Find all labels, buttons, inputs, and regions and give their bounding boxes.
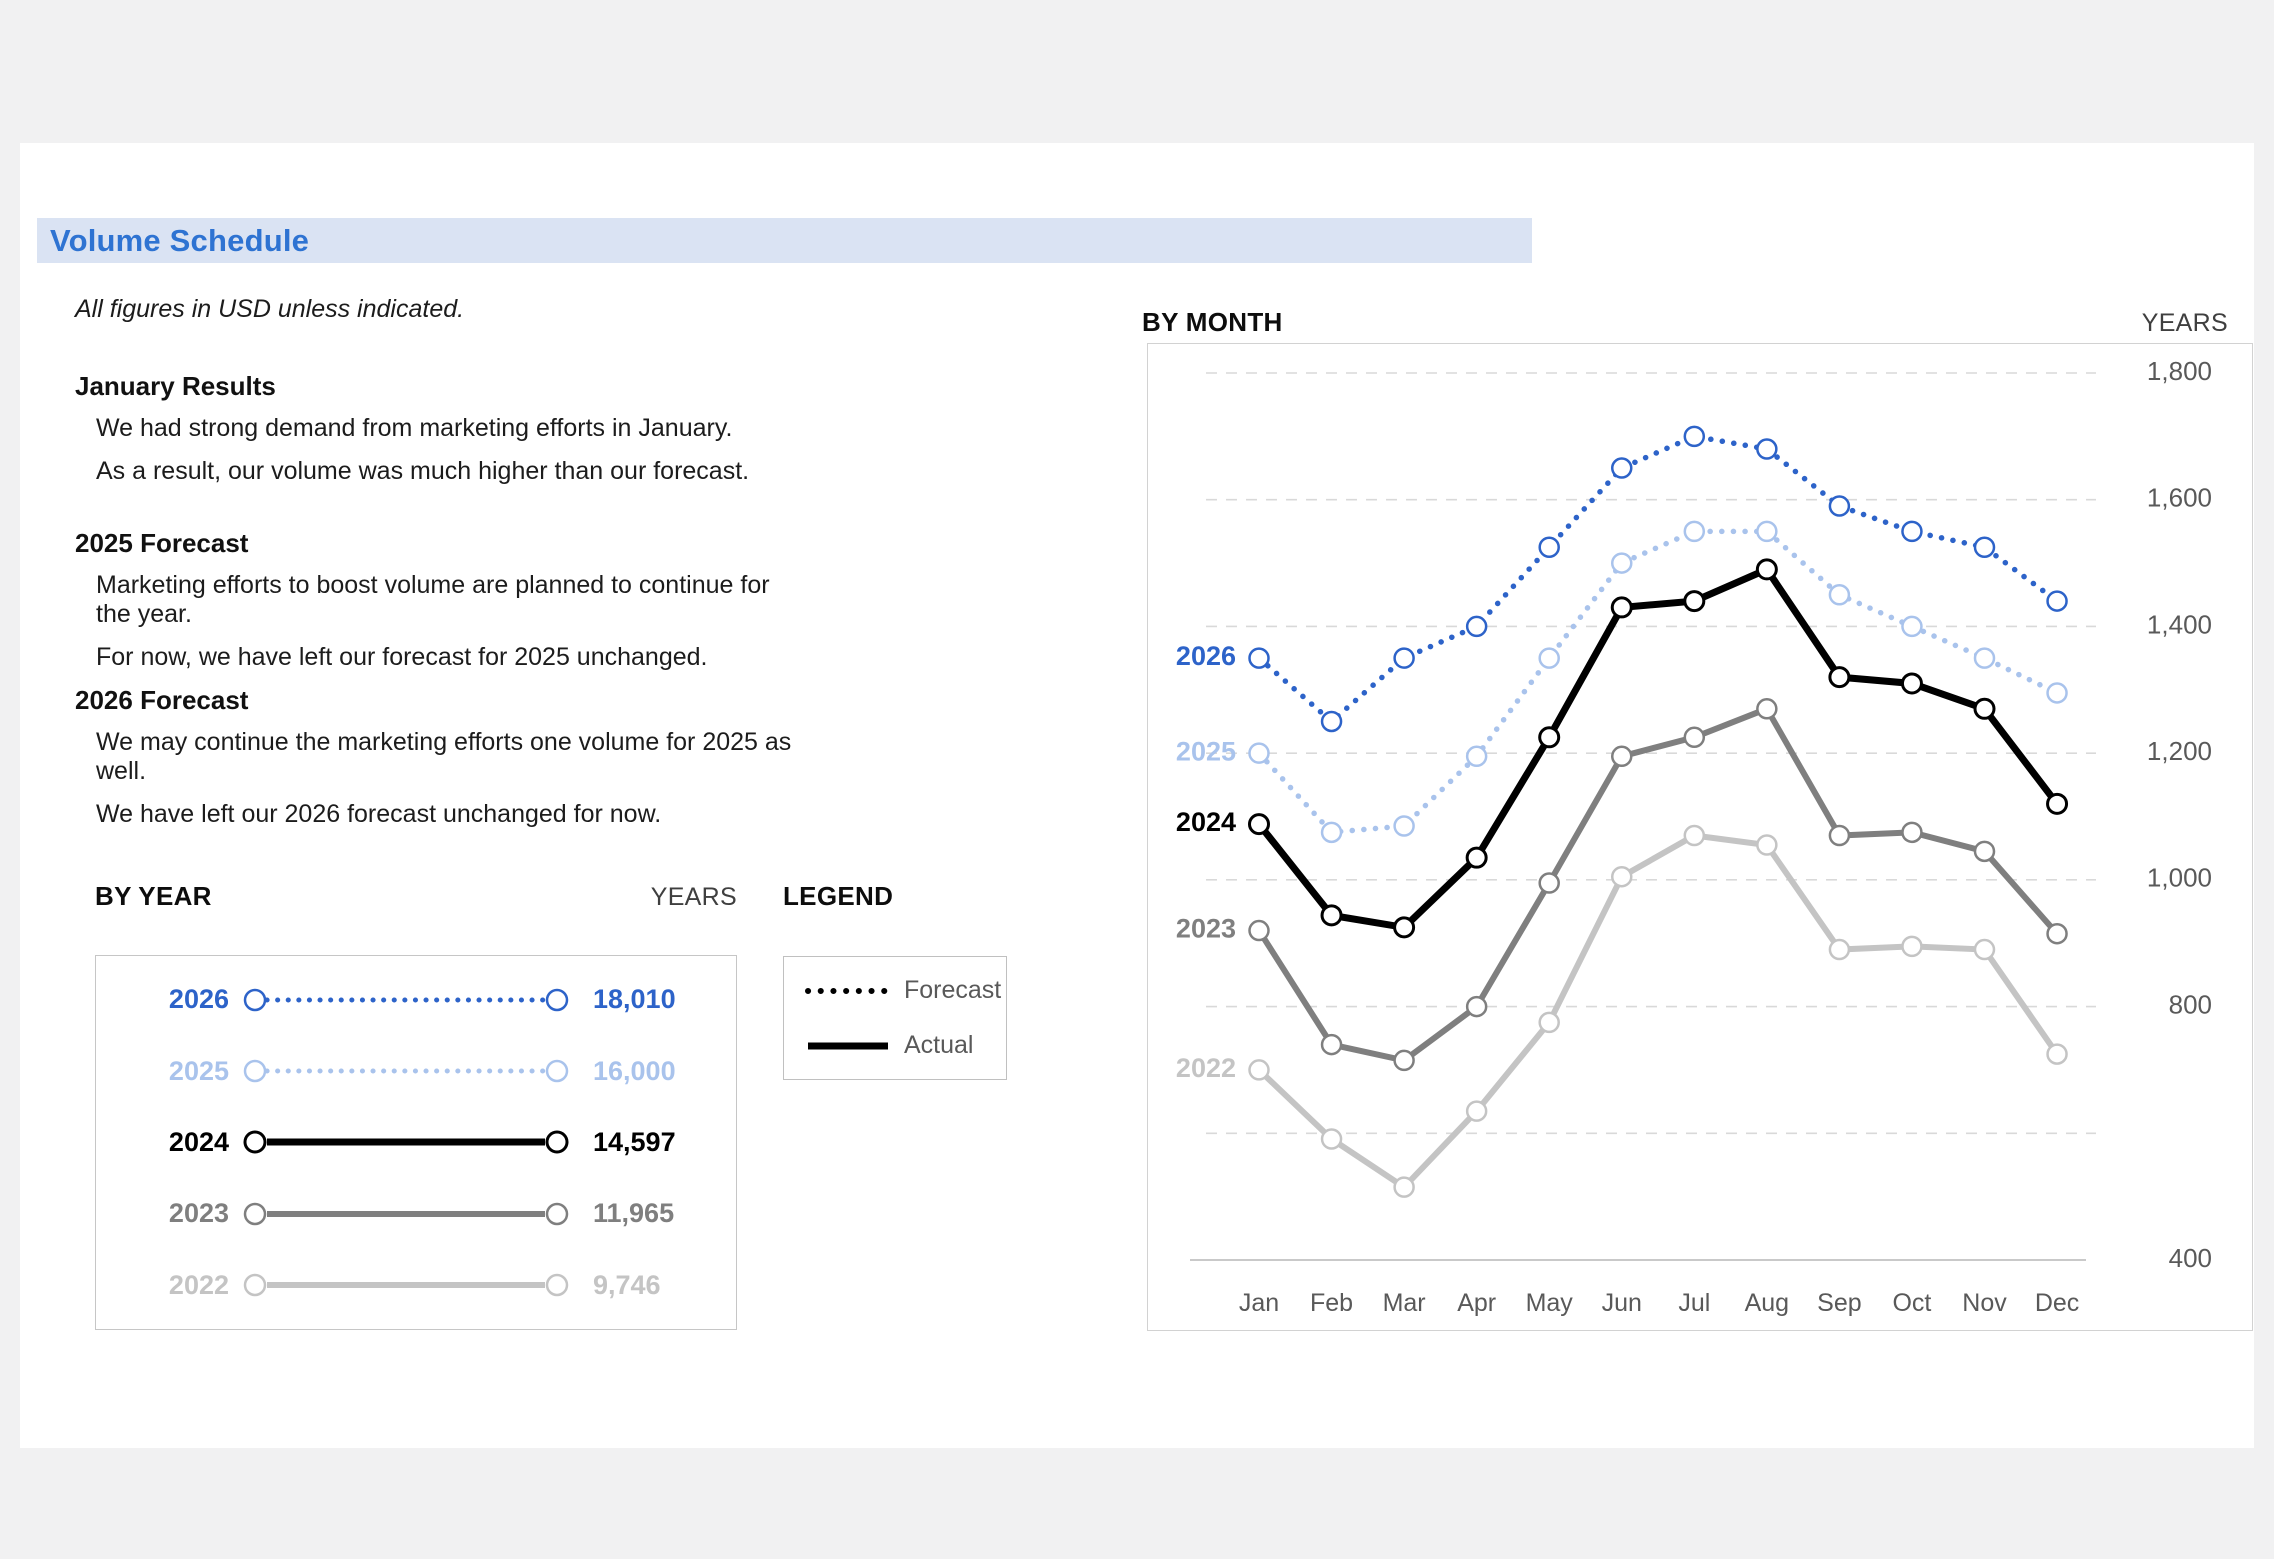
- by-year-axis-hint: YEARS: [650, 883, 737, 911]
- svg-text:Jun: Jun: [1601, 1289, 1642, 1317]
- series-label-2024: 2024: [1175, 807, 1236, 838]
- by-year-sparkline: [241, 980, 571, 1020]
- by-year-sparkline: [241, 1194, 571, 1234]
- legend-title: LEGEND: [783, 881, 894, 911]
- note-line: As a result, our volume was much higher than our forecast.: [96, 457, 750, 485]
- svg-text:1,200: 1,200: [2146, 736, 2212, 767]
- by-year-sparkline: [241, 1122, 571, 1162]
- svg-text:Aug: Aug: [1744, 1289, 1790, 1317]
- page-title: Volume Schedule: [50, 222, 310, 258]
- by-year-row-label: 2022: [168, 1269, 229, 1300]
- by-year-row: [96, 1111, 736, 1173]
- legend-item: [784, 976, 1006, 1005]
- svg-text:Dec: Dec: [2034, 1289, 2080, 1317]
- by-month-title: BY MONTH: [1142, 307, 1283, 337]
- by-year-row-value: 14,597: [593, 1126, 676, 1157]
- note-line: We have left our 2026 forecast unchanged for now.: [96, 800, 662, 828]
- svg-text:Oct: Oct: [1892, 1289, 1932, 1317]
- by-year-row-label: 2025: [168, 1055, 229, 1086]
- note-line: We may continue the marketing efforts one volume for 2025 as well.: [96, 728, 792, 785]
- dashboard-card: [20, 143, 2254, 1448]
- note-section-2026-forecast: [75, 685, 795, 843]
- by-year-row-label: 2024: [168, 1126, 229, 1157]
- svg-text:Jul: Jul: [1678, 1289, 1711, 1317]
- svg-text:May: May: [1525, 1289, 1573, 1317]
- by-month-header: [1142, 307, 2228, 338]
- by-year-sparkline: [241, 1051, 571, 1091]
- svg-text:Nov: Nov: [1962, 1289, 2007, 1317]
- by-year-row: [96, 1040, 736, 1102]
- by-year-row-value: 11,965: [593, 1198, 675, 1229]
- svg-text:Apr: Apr: [1457, 1289, 1497, 1317]
- series-label-2023: 2023: [1175, 913, 1236, 944]
- legend-item-label: Actual: [904, 1031, 974, 1059]
- svg-text:Mar: Mar: [1382, 1289, 1426, 1317]
- svg-text:400: 400: [2168, 1242, 2212, 1273]
- note-section-january-results: [75, 371, 795, 500]
- series-label-2022: 2022: [1175, 1053, 1236, 1084]
- by-year-title: BY YEAR: [95, 881, 212, 911]
- series-label-2025: 2025: [1175, 736, 1236, 767]
- by-year-panel: [95, 955, 737, 1330]
- svg-text:Feb: Feb: [1310, 1289, 1354, 1317]
- note-heading: 2025 Forecast: [75, 528, 249, 558]
- title-banner: [37, 218, 1532, 263]
- by-year-row-value: 16,000: [593, 1055, 676, 1086]
- legend-item: [784, 1031, 1006, 1060]
- by-year-row-value: 9,746: [593, 1269, 661, 1300]
- by-year-row: [96, 1254, 736, 1316]
- svg-text:Sep: Sep: [1817, 1289, 1862, 1317]
- by-year-row: [96, 969, 736, 1031]
- legend-item-label: Forecast: [904, 976, 1002, 1004]
- svg-text:800: 800: [2168, 989, 2212, 1020]
- by-year-row: [96, 1183, 736, 1245]
- note-heading: 2026 Forecast: [75, 685, 249, 715]
- svg-text:1,800: 1,800: [2146, 355, 2212, 386]
- series-label-2026: 2026: [1175, 641, 1236, 672]
- svg-text:1,400: 1,400: [2146, 609, 2212, 640]
- svg-text:Jan: Jan: [1238, 1289, 1280, 1317]
- by-month-chart-canvas: [1148, 344, 2252, 1330]
- by-month-axis-hint: YEARS: [2141, 309, 2228, 337]
- legend-header: [783, 881, 1007, 912]
- note-line: Marketing efforts to boost volume are planned to continue for the year.: [96, 571, 770, 628]
- note-line: We had strong demand from marketing efforts in January.: [96, 414, 733, 442]
- svg-text:1,600: 1,600: [2146, 482, 2212, 513]
- by-year-row-label: 2026: [168, 984, 229, 1015]
- note-section-2025-forecast: [75, 528, 795, 686]
- legend-line-sample: [802, 1036, 894, 1056]
- legend-panel: [783, 956, 1007, 1080]
- by-year-row-label: 2023: [168, 1198, 229, 1229]
- disclaimer-text: All figures in USD unless indicated.: [75, 295, 465, 323]
- by-year-row-value: 18,010: [593, 984, 676, 1015]
- by-month-chart: [1147, 343, 2253, 1331]
- by-year-header: [95, 881, 737, 912]
- by-year-sparkline: [241, 1265, 571, 1305]
- svg-text:1,000: 1,000: [2146, 862, 2212, 893]
- note-heading: January Results: [75, 371, 276, 401]
- note-line: For now, we have left our forecast for 2025 unchanged.: [96, 643, 708, 671]
- legend-line-sample: [802, 981, 894, 1001]
